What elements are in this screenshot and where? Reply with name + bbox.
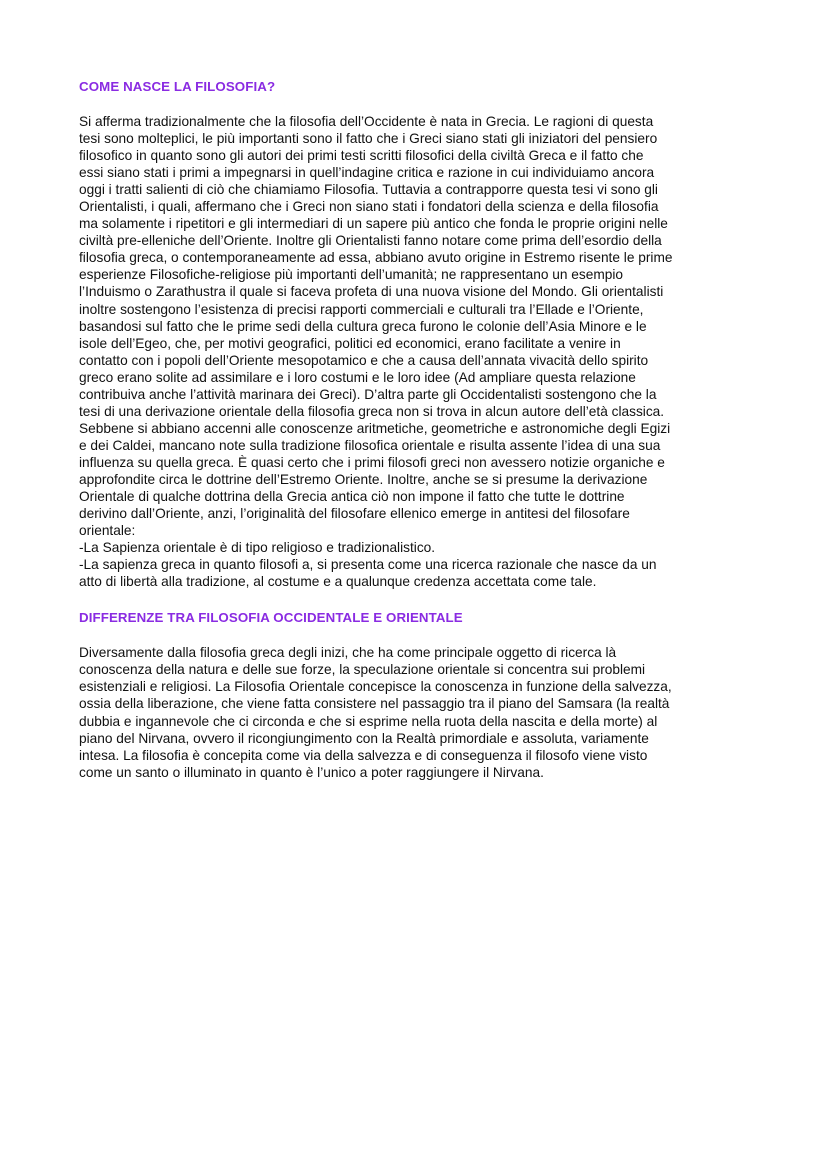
text-line: filosofia greca, o contemporaneamente ad essa, abbiano avuto origine in Estremo risente le prime: [79, 250, 673, 266]
text-line: contatto con i popoli dell’Oriente mesopotamico e che a causa dell’annata vivacità dello spirito: [79, 352, 649, 368]
text-line: ma solamente i ripetitori e gli intermediari di un sapere più antico che fonda le proprie origini nelle: [79, 216, 668, 232]
text-line: inoltre sostengono l’esistenza di precisi rapporti commerciali e culturali tra l’Ellade e l’Oriente,: [79, 301, 644, 317]
text-line: filosofico in quanto sono gli autori dei primi testi scritti filosofici della civiltà Greca e il fatto che: [79, 148, 644, 164]
text-line: conoscenza della natura e delle sue forze, la speculazione orientale si concentra sui problemi: [79, 662, 646, 678]
text-line: l’Induismo o Zarathustra il quale si faceva profeta di una nuova visione del Mondo. Gli orientalisti: [79, 284, 664, 300]
text-line: Orientalisti, i quali, affermano che i Greci non siano stati i fondatori della scienza e della filosofia: [79, 199, 659, 215]
text-line: essi siano stati i primi a impegnarsi in quell’indagine critica e razione in cui individuiamo ancora: [79, 165, 655, 181]
text-line: derivino dall’Oriente, anzi, l’originalità del filosofare ellenico emerge in antitesi del filosofare: [79, 506, 630, 522]
text-line: greco erano solite ad assimilare e i loro costumi e le loro idee (Ad ampliare questa relazione: [79, 369, 636, 385]
text-line: influenza su quella greca. È quasi certo che i primi filosofi greci non avessero notizie organiche e: [79, 454, 665, 470]
text-line: esperienze Filosofiche-religiose più importanti dell’umanità; ne rappresentano un esempio: [79, 267, 624, 283]
text-line: approfondite circa le dottrine dell’Estremo Oriente. Inoltre, anche se si presume la derivazione: [79, 471, 648, 487]
text-line: Si afferma tradizionalmente che la filosofia dell’Occidente è nata in Grecia. Le ragioni di questa: [79, 114, 654, 129]
text-line: isole dell’Egeo, che, per motivi geografici, politici ed economici, erano facilitate a venire in: [79, 335, 621, 351]
document-page: [79, 78, 759, 781]
text-line: dubbia e ingannevole che ci circonda e che si esprime nella ruota della nascita e della morte) al: [79, 713, 658, 729]
text-line: piano del Nirvana, ovvero il ricongiungimento con la Realtà primordiale e assoluta, variamente: [79, 730, 649, 746]
text-line: civiltà pre-elleniche dell’Oriente. Inoltre gli Orientalisti fanno notare come prima dell’esordio della: [79, 233, 662, 249]
text-line: ossia della liberazione, che viene fatta consistere nel passaggio tra il piano del Samsara (la realtà: [79, 696, 670, 712]
text-line: tesi di una derivazione orientale della filosofia greca non si trova in alcun autore dell’età classica.: [79, 403, 665, 419]
section-paragraph-differences: [79, 644, 759, 780]
text-line: -La sapienza greca in quanto filosofi a, si presenta come una ricerca razionale che nasce da un: [79, 557, 657, 573]
section-heading-differences: DIFFERENZE TRA FILOSOFIA OCCIDENTALE E ORIENTALE: [79, 610, 463, 626]
text-line: intesa. La filosofia è concepita come via della salvezza e di conseguenza il filosofo viene visto: [79, 747, 648, 763]
text-line: oggi i tratti salienti di ciò che chiamiamo Filosofia. Tuttavia a contrapporre questa tesi vi sono gli: [79, 182, 658, 198]
text-line: Orientale di qualche dottrina della Grecia antica ciò non impone il fatto che tutte le dottrine: [79, 489, 625, 505]
text-line: e dei Caldei, mancano note sulla tradizione filosofica orientale e risulta assente l’idea di una sua: [79, 437, 661, 453]
text-line: atto di libertà alla tradizione, al costume e a qualunque credenza accettata come tale.: [79, 574, 597, 590]
section-heading-origin: COME NASCE LA FILOSOFIA?: [79, 79, 276, 94]
text-line: -La Sapienza orientale è di tipo religioso e tradizionalistico.: [79, 540, 436, 556]
text-line: orientale:: [79, 523, 136, 539]
text-line: tesi sono molteplici, le più importanti sono il fatto che i Greci siano stati gli iniziatori del pensiero: [79, 131, 658, 147]
text-line: come un santo o illuminato in quanto è l’unico a poter raggiungere il Nirvana.: [79, 764, 544, 780]
section-paragraph-origin: [79, 113, 759, 590]
text-line: esistenziali e religiosi. La Filosofia Orientale concepisce la conoscenza in funzione della salvezza,: [79, 679, 672, 695]
text-line: basandosi sul fatto che le prime sedi della cultura greca furono le colonie dell’Asia Minore e le: [79, 318, 647, 334]
text-line: Sebbene si abbiano accenni alle conoscenze aritmetiche, geometriche e astronomiche degli Egizi: [79, 420, 671, 436]
text-line: Diversamente dalla filosofia greca degli inizi, che ha come principale oggetto di ricerca là: [79, 645, 617, 661]
text-line: contribuiva anche l’attività marinara dei Greci). D’altra parte gli Occidentalisti sostengono che la: [79, 386, 657, 402]
